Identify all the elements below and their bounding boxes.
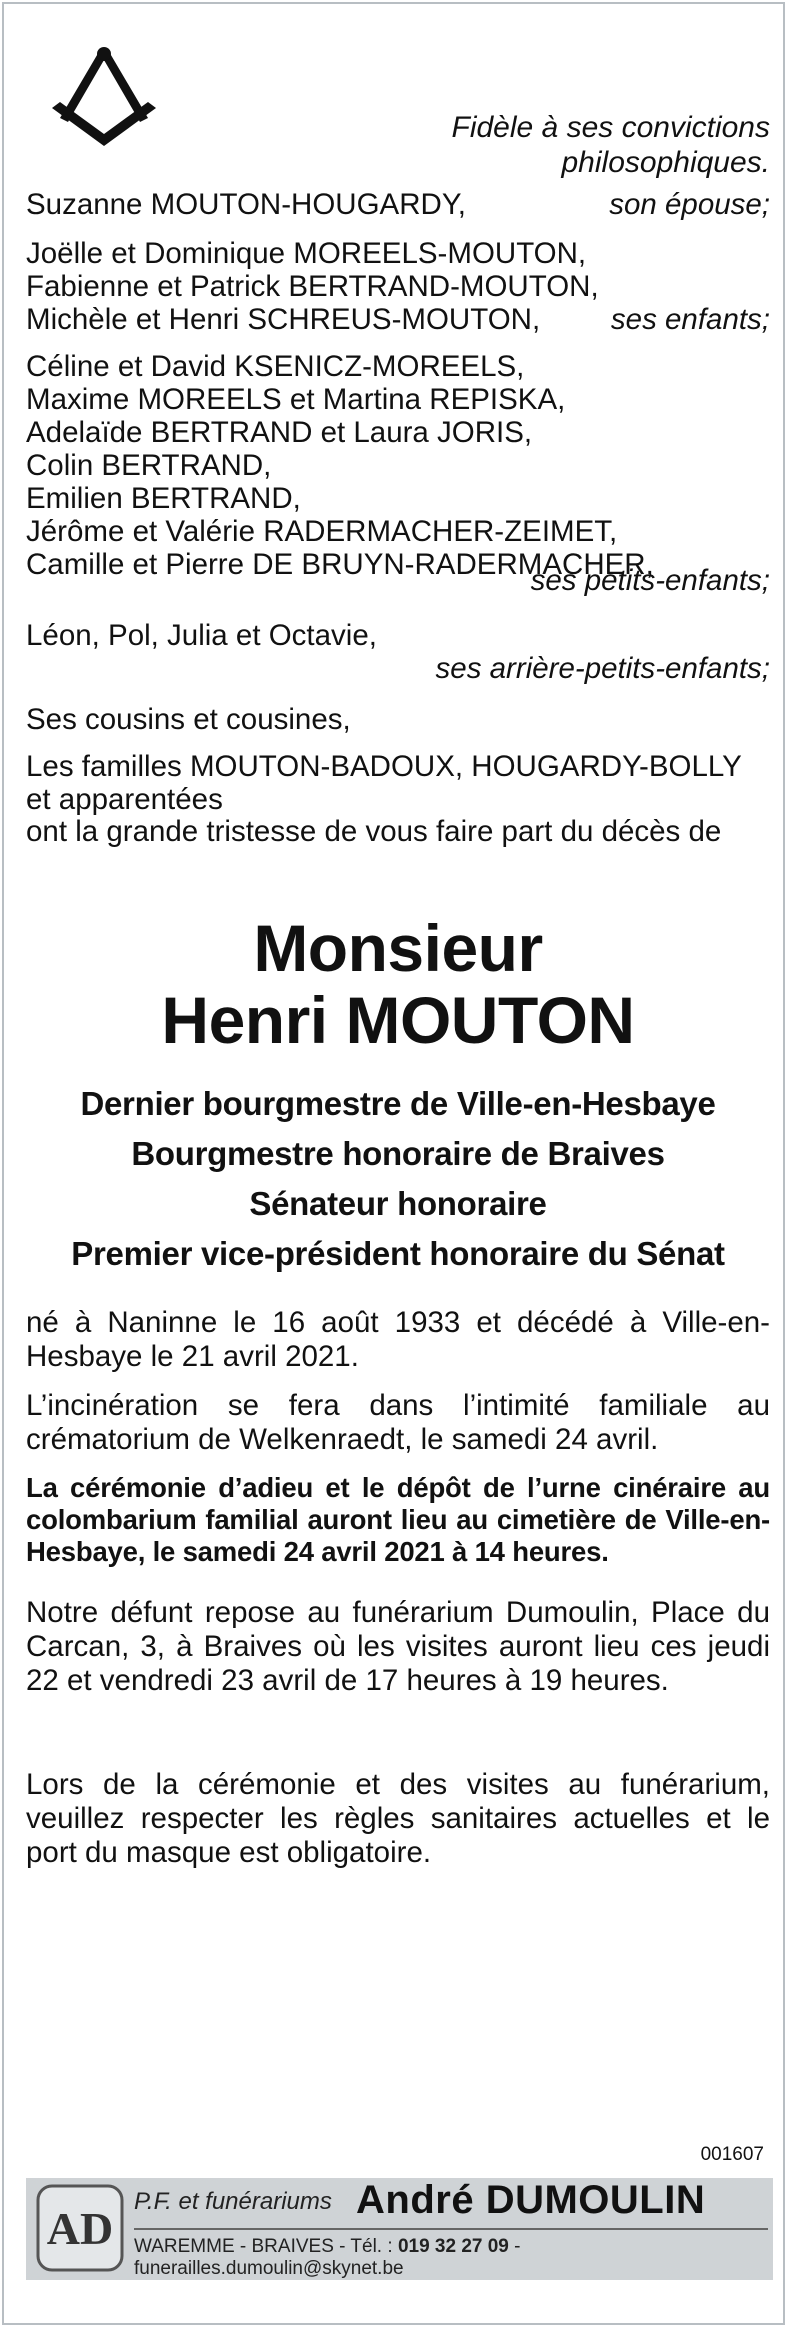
brand-last: DUMOULIN bbox=[485, 2178, 706, 2222]
family-name: Michèle et Henri SCHREUS-MOUTON, bbox=[26, 303, 541, 336]
relation-children: ses enfants; bbox=[610, 303, 770, 336]
locations: WAREMME - BRAIVES - Tél. : bbox=[134, 2236, 393, 2257]
role-line: Sénateur honoraire bbox=[249, 1185, 547, 1222]
family-name: Maxime MOREELS et Martina REPISKA, bbox=[26, 383, 566, 416]
relation-great-grandchildren: ses arrière-petits-enfants; bbox=[435, 652, 770, 685]
family-name: Adelaïde BERTRAND et Laura JORIS, bbox=[26, 416, 533, 449]
square-and-compasses-icon bbox=[44, 46, 164, 150]
brand-first: André bbox=[356, 2178, 475, 2222]
family-name: Joëlle et Dominique MOREELS-MOUTON, bbox=[26, 237, 587, 270]
role-line: Dernier bourgmestre de Ville-en-Hesbaye bbox=[80, 1085, 716, 1122]
reference-number: 001607 bbox=[700, 2144, 764, 2165]
family-name: Colin BERTRAND, bbox=[26, 449, 272, 482]
role-line: Bourgmestre honoraire de Braives bbox=[131, 1135, 665, 1172]
funeral-home-logo bbox=[36, 2184, 124, 2272]
notice-frame bbox=[2, 2, 785, 2325]
role-line: Premier vice-président honoraire du Sénat bbox=[71, 1235, 725, 1272]
footer-divider bbox=[134, 2228, 768, 2230]
family-name: Fabienne et Patrick BERTRAND-MOUTON, bbox=[26, 270, 599, 303]
family-name: Camille et Pierre DE BRUYN-RADERMACHER, bbox=[26, 548, 654, 581]
funeral-home-footer bbox=[26, 2178, 773, 2280]
motto-line: Fidèle à ses convictions bbox=[451, 111, 770, 144]
family-name: Suzanne MOUTON-HOUGARDY, bbox=[26, 188, 466, 221]
families-line: Les familles MOUTON-BADOUX, HOUGARDY-BOLLY bbox=[26, 750, 742, 783]
relation-spouse: son épouse; bbox=[609, 188, 770, 221]
family-name: Jérôme et Valérie RADERMACHER-ZEIMET, bbox=[26, 515, 618, 548]
motto bbox=[452, 110, 771, 180]
birth-death-paragraph: né à Naninne le 16 août 1933 et décédé à Ville-en-Hesbaye le 21 avril 2021. bbox=[26, 1306, 770, 1373]
family-grandchildren bbox=[26, 350, 770, 581]
ceremony-paragraph: La cérémonie d’adieu et le dépôt de l’urne cinéraire au colombarium familial auront lieu au cimetière de Ville-en-Hesbaye, le samedi 24 avril 2021 à 14 heures. bbox=[26, 1472, 770, 1567]
family-name: Léon, Pol, Julia et Octavie, bbox=[26, 619, 377, 652]
deceased-name: Henri MOUTON bbox=[161, 983, 635, 1057]
visitation-paragraph: Notre défunt repose au funérarium Dumoulin, Place du Carcan, 3, à Braives où les visites auront lieu ces jeudi 22 et vendredi 23 avril de 17 heures à 19 heures. bbox=[26, 1596, 770, 1697]
contact-line bbox=[134, 2236, 773, 2280]
service-label: P.F. et funérariums bbox=[134, 2188, 332, 2215]
announcement: ont la grande tristesse de vous faire part du décès de bbox=[26, 815, 722, 848]
families-block bbox=[26, 750, 770, 816]
family-great-grandchildren bbox=[26, 619, 770, 652]
deceased-title: Monsieur bbox=[253, 911, 543, 985]
brand-name bbox=[356, 2178, 705, 2223]
sanitary-paragraph: Lors de la cérémonie et des visites au funérarium, veuillez respecter les règles sanitaires actuelles et le port du masque est obligatoire. bbox=[26, 1768, 770, 1869]
cremation-paragraph: L’incinération se fera dans l’intimité familiale au crématorium de Welkenraedt, le samedi 24 avril. bbox=[26, 1389, 770, 1456]
logo-letters: AD bbox=[46, 2203, 114, 2254]
email-address[interactable]: - funerailles.dumoulin@skynet.be bbox=[134, 2236, 521, 2279]
relation-grandchildren: ses petits-enfants; bbox=[530, 564, 770, 597]
families-line: et apparentées bbox=[26, 783, 223, 816]
family-name: Emilien BERTRAND, bbox=[26, 482, 301, 515]
family-name: Céline et David KSENICZ-MOREELS, bbox=[26, 350, 525, 383]
cousins-line: Ses cousins et cousines, bbox=[26, 703, 351, 736]
motto-line: philosophiques. bbox=[561, 146, 770, 179]
phone-number[interactable]: 019 32 27 09 bbox=[397, 2236, 509, 2257]
